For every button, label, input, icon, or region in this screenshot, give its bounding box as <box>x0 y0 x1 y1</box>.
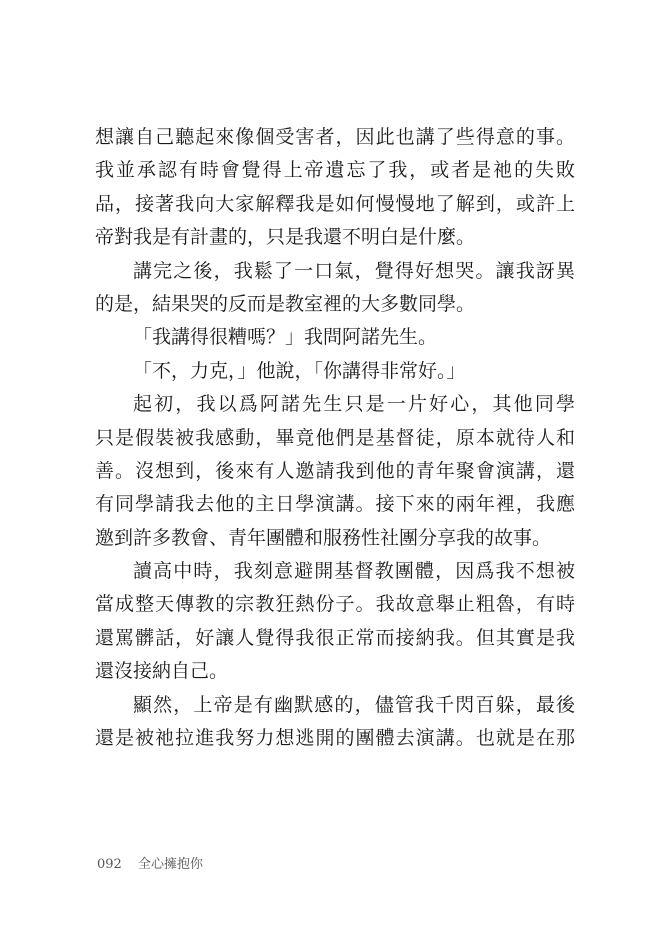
text-line: 有同學請我去他的主日學演講。接下來的兩年裡，我應 <box>95 493 575 516</box>
text-line: 善。沒想到，後來有人邀請我到他的青年聚會演講，還 <box>95 459 575 482</box>
page-number: 092 <box>97 857 122 872</box>
running-title: 全心擁抱你 <box>137 857 203 872</box>
text-line: 讀高中時，我刻意避開基督教團體，因爲我不想被 <box>133 560 575 583</box>
text-line: 講完之後，我鬆了一口氣，覺得好想哭。讓我訝異 <box>133 259 575 282</box>
text-line: 的是，結果哭的反而是教室裡的大多數同學。 <box>95 292 476 315</box>
text-line: 當成整天傳教的宗教狂熱份子。我故意舉止粗魯，有時 <box>95 593 575 616</box>
text-line: 想讓自己聽起來像個受害者，因此也講了些得意的事。 <box>95 126 575 148</box>
dialogue-line: 「我講得很糟嗎？」我問阿諾先生。 <box>133 326 438 349</box>
dialogue-line: 「不，力克，」他說，「你講得非常好。」 <box>133 359 466 382</box>
text-line: 只是假裝被我感動，畢竟他們是基督徒，原本就待人和 <box>95 426 575 449</box>
text-line: 我並承認有時會覺得上帝遺忘了我，或者是祂的失敗 <box>95 159 575 182</box>
body-text <box>95 121 575 755</box>
text-line: 邀到許多教會、青年團體和服務性社團分享我的故事。 <box>95 526 552 549</box>
text-line: 顯然，上帝是有幽默感的，儘管我千閃百躲，最後 <box>133 693 575 716</box>
text-line: 品，接著我向大家解釋我是如何慢慢地了解到，或許上 <box>95 192 575 215</box>
text-line: 還沒接納自己。 <box>95 660 229 683</box>
text-line: 還罵髒話，好讓人覺得我很正常而接納我。但其實是我 <box>95 626 575 649</box>
text-line: 起初，我以爲阿諾先生只是一片好心，其他同學 <box>133 393 575 416</box>
text-line: 帝對我是有計畫的，只是我還不明白是什麼。 <box>95 226 476 249</box>
page-footer <box>97 853 203 872</box>
text-line: 還是被祂拉進我努力想逃開的團體去演講。也就是在那 <box>95 727 575 750</box>
